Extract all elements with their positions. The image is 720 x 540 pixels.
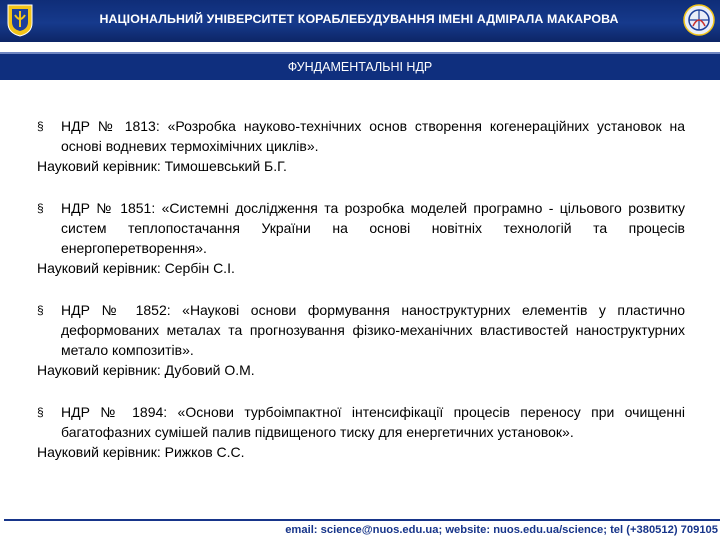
university-emblem-logo [683,4,715,36]
supervisor-name: Тимошевський Б.Г. [164,158,287,174]
university-title: НАЦІОНАЛЬНИЙ УНІВЕРСИТЕТ КОРАБЛЕБУДУВАННЯ ІМЕНІ АДМІРАЛА МАКАРОВА [99,12,619,26]
research-description: § НДР № 1852: «Наукові основи формування наноструктурних елементів у пластично деформованих металах та прогнозування фізико-механічних властивостей наноструктурних метало композитів». [37,302,685,358]
list-item [37,402,685,462]
supervisor-name: Рижков С.С. [164,444,245,460]
list-item [37,116,685,176]
supervisor-label: Науковий керівник: [37,260,161,276]
research-description: § НДР № 1813: «Розробка науково-технічних основ створення когенераційних установок на основі водневих термохімічних циклів». [37,118,685,154]
supervisor-line [37,258,685,278]
list-item [37,300,685,380]
content-area [37,116,685,462]
supervisor-label: Науковий керівник: [37,158,161,174]
supervisor-label: Науковий керівник: [37,444,161,460]
bullet-icon: § [37,119,44,133]
slide-title-bar [0,52,720,80]
supervisor-line [37,442,685,462]
supervisor-line [37,360,685,380]
research-description: § НДР № 1894: «Основи турбоімпактної інтенсифікації процесів переносу при очищенні багатофазних сумішей палив підвищеного тиску для енергетичних установок». [37,404,685,440]
supervisor-name: Дубовий О.М. [164,362,255,378]
bullet-icon: § [37,405,44,419]
slide-title: ФУНДАМЕНТАЛЬНІ НДР [287,60,433,74]
footer-divider [4,519,720,521]
list-item [37,198,685,278]
supervisor-line [37,156,685,176]
bullet-icon: § [37,303,44,317]
bullet-icon: § [37,201,44,215]
supervisor-label: Науковий керівник: [37,362,161,378]
header-bar [0,0,720,42]
supervisor-name: Сербін С.І. [164,260,235,276]
footer-contact: email: science@nuos.edu.ua; website: nuos.edu.ua/science; tel (+380512) 709105 [285,524,718,536]
university-shield-logo [6,3,34,37]
research-description: § НДР № 1851: «Системні дослідження та розробка моделей програмно - цільового розвитку систем теплопостачання України на основі новітніх технологій та процесів енергоперетворення». [37,200,685,256]
